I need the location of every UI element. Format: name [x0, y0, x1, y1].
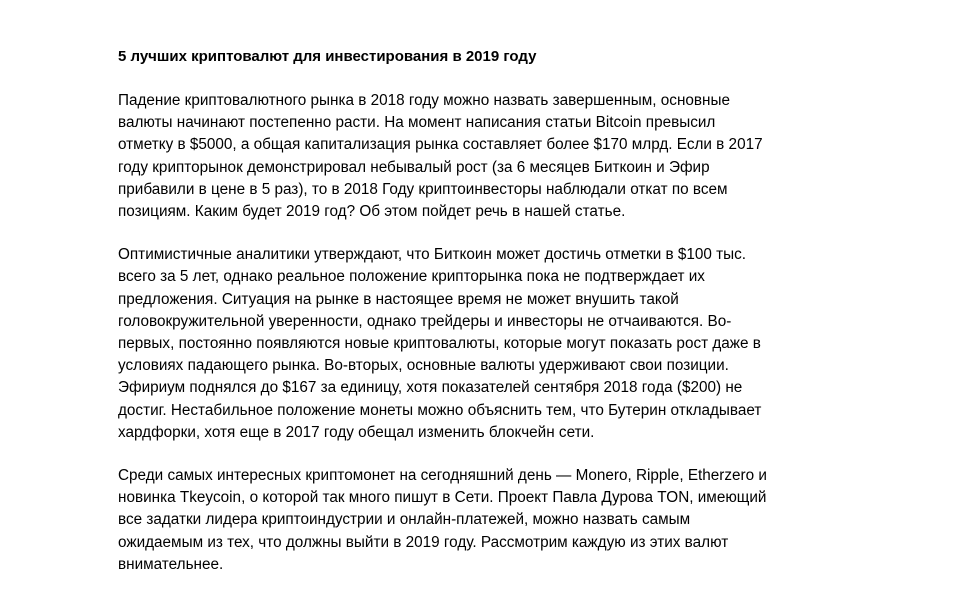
text-line: Среди самых интересных криптомонет на сегодняшний день — Monero, Ripple, Etherzero и: [118, 467, 767, 485]
text-line: всего за 5 лет, однако реальное положение крипторынка пока не подтверждает их: [118, 268, 705, 286]
text-line: достиг. Нестабильное положение монеты можно объяснить тем, что Бутерин откладывает: [118, 401, 762, 419]
text-line: валюты начинают постепенно расти. На момент написания статьи Bitcoin превысил: [118, 114, 716, 132]
text-line: Падение криптовалютного рынка в 2018 году можно назвать завершенным, основные: [118, 92, 730, 109]
text-line: отметку в $5000, а общая капитализация рынка составляет более $170 млрд. Если в 2017: [118, 136, 763, 154]
text-line: предложения. Ситуация на рынке в настоящее время не может внушить такой: [118, 290, 679, 308]
paragraph-2: [118, 244, 838, 444]
paragraph-3: [118, 465, 838, 576]
document-title: 5 лучших криптовалют для инвестирования в 2019 году: [118, 48, 537, 65]
text-line: Эфириум поднялся до $167 за единицу, хотя показателей сентября 2018 года ($200) не: [118, 379, 743, 397]
text-line: прибавили в цене в 5 раз), то в 2018 Году криптоинвесторы наблюдали откат по всем: [118, 180, 728, 198]
text-line: все задатки лидера криптоиндустрии и онлайн-платежей, можно назвать самым: [118, 511, 691, 529]
text-line: головокружительной уверенности, однако трейдеры и инвесторы не отчаиваются. Во-: [118, 312, 732, 330]
text-line: первых, постоянно появляются новые криптовалюты, которые могут показать рост даже в: [118, 335, 761, 353]
text-line: внимательнее.: [118, 555, 224, 573]
text-line: году крипторынок демонстрировал небывалый рост (за 6 месяцев Биткоин и Эфир: [118, 158, 710, 176]
text-line: новинка Tkeycoin, о которой так много пишут в Сети. Проект Павла Дурова TON, имеющий: [118, 489, 767, 507]
document-body: [118, 46, 838, 597]
text-line: Оптимистичные аналитики утверждают, что Биткоин может достичь отметки в $100 тыс.: [118, 246, 747, 264]
text-line: ожидаемым из тех, что должны выйти в 2019 году. Рассмотрим каждую из этих валют: [118, 533, 729, 551]
text-line: условиях падающего рынка. Во-вторых, основные валюты удерживают свои позиции.: [118, 357, 729, 375]
paragraph-1: [118, 90, 838, 223]
text-line: хардфорки, хотя еще в 2017 году обещал изменить блокчейн сети.: [118, 423, 595, 441]
text-line: позициям. Каким будет 2019 год? Об этом пойдет речь в нашей статье.: [118, 203, 626, 221]
